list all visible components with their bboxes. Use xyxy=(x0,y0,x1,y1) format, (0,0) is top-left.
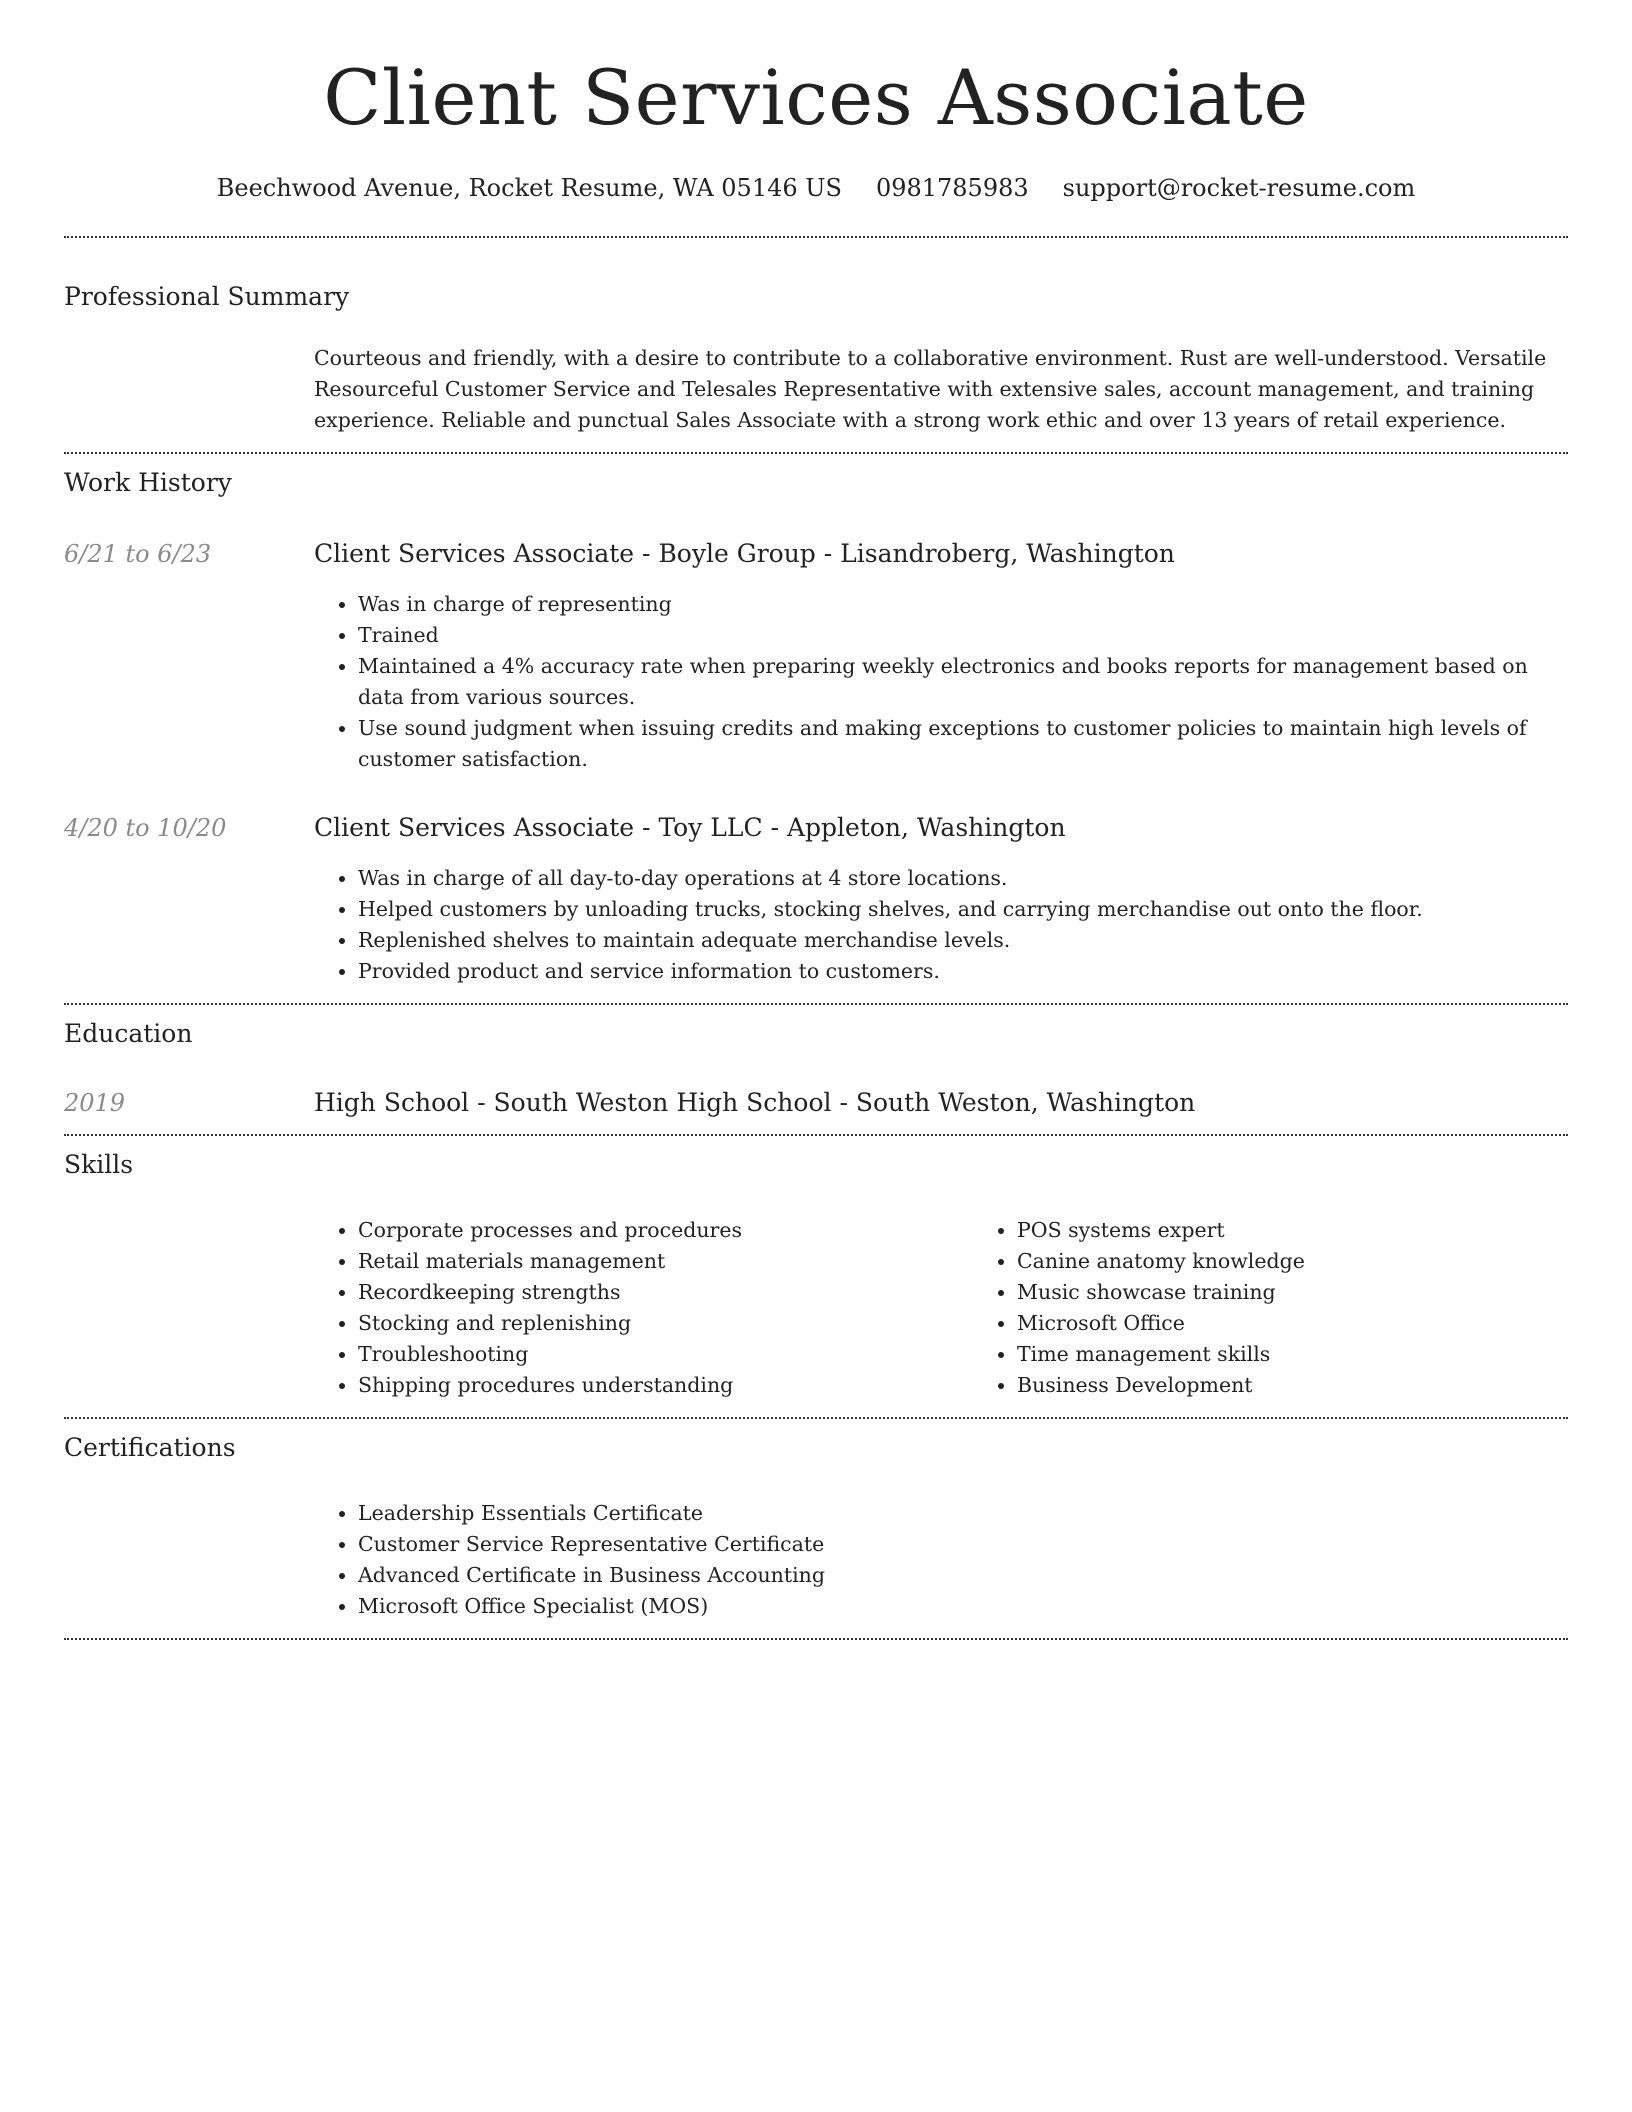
education-divider xyxy=(64,1134,1568,1136)
resume-name: Client Services Associate xyxy=(323,53,1309,142)
education-entry xyxy=(64,1088,1568,1118)
education-location: South Weston, Washington xyxy=(855,1088,1196,1117)
job-company: Boyle Group xyxy=(658,539,816,568)
job-separator: - xyxy=(762,813,787,842)
work-history-divider xyxy=(64,1003,1568,1005)
skills-column-1 xyxy=(314,1215,973,1401)
job-role: Client Services Associate xyxy=(314,539,635,568)
skill-item: • Shipping procedures understanding xyxy=(358,1370,973,1401)
certification-item: • Leadership Essentials Certificate xyxy=(358,1498,1568,1529)
section-title-skills: Skills xyxy=(64,1150,134,1179)
certifications-list xyxy=(314,1498,1568,1622)
job-location: Appleton, Washington xyxy=(786,813,1066,842)
job-heading xyxy=(314,539,1568,569)
skill-item: • Recordkeeping strengths xyxy=(358,1277,973,1308)
contact-address: Beechwood Avenue, Rocket Resume, WA 05146 US xyxy=(216,174,842,202)
job-bullet: • Helped customers by unloading trucks, stocking shelves, and carrying merchandise out onto the floor. xyxy=(358,894,1568,925)
job-entry xyxy=(64,813,1568,987)
job-bullet: • Use sound judgment when issuing credits and making exceptions to customer policies to maintain high levels of customer satisfaction. xyxy=(358,713,1568,775)
job-dates: 4/20 to 10/20 xyxy=(64,814,227,842)
certification-item: • Microsoft Office Specialist (MOS) xyxy=(358,1591,1568,1622)
job-role: Client Services Associate xyxy=(314,813,635,842)
section-title-certifications: Certifications xyxy=(64,1433,236,1462)
job-location: Lisandroberg, Washington xyxy=(840,539,1175,568)
job-heading xyxy=(314,813,1568,843)
job-bullet: • Was in charge of representing xyxy=(358,589,1568,620)
skills-column-2 xyxy=(973,1215,1305,1401)
skill-item: • Retail materials management xyxy=(358,1246,973,1277)
job-separator: - xyxy=(634,539,659,568)
education-separator: - xyxy=(469,1088,494,1117)
job-bullet: • Trained xyxy=(358,620,1568,651)
education-school: South Weston High School xyxy=(493,1088,832,1117)
job-entry xyxy=(64,539,1568,775)
summary-divider xyxy=(64,452,1568,454)
job-separator: - xyxy=(634,813,659,842)
skills-columns xyxy=(314,1215,1568,1401)
header-divider xyxy=(64,236,1568,238)
job-company: Toy LLC xyxy=(658,813,763,842)
contact-line xyxy=(64,174,1568,202)
job-bullet: • Was in charge of all day-to-day operations at 4 store locations. xyxy=(358,863,1568,894)
skill-item: • Microsoft Office xyxy=(1017,1308,1305,1339)
certifications-divider xyxy=(64,1638,1568,1640)
education-year: 2019 xyxy=(64,1089,126,1117)
section-title-education: Education xyxy=(64,1019,193,1048)
skill-item: • Music showcase training xyxy=(1017,1277,1305,1308)
summary-text: Courteous and friendly, with a desire to contribute to a collaborative environment. Rust are well-understood. Versatile Resourceful Customer Service and Telesales Representative with extensive sales, account management, and training experience. Reliable and punctual Sales Associate with a strong work ethic and over 13 years of retail experience. xyxy=(314,346,1547,432)
skill-item: • Business Development xyxy=(1017,1370,1305,1401)
job-separator: - xyxy=(815,539,841,568)
section-title-summary: Professional Summary xyxy=(64,282,350,311)
skill-item: • Corporate processes and procedures xyxy=(358,1215,973,1246)
skill-item: • POS systems expert xyxy=(1017,1215,1305,1246)
section-title-work-history: Work History xyxy=(64,468,232,497)
job-bullets xyxy=(314,589,1568,775)
contact-email: support@rocket-resume.com xyxy=(1062,174,1416,202)
job-body xyxy=(314,813,1568,987)
education-heading xyxy=(314,1088,1195,1118)
education-separator: - xyxy=(831,1088,856,1117)
education-degree: High School xyxy=(314,1088,470,1117)
job-bullet: • Maintained a 4% accuracy rate when preparing weekly electronics and books reports for management based on data from various sources. xyxy=(358,651,1568,713)
contact-phone: 0981785983 xyxy=(875,174,1029,202)
job-bullet: • Replenished shelves to maintain adequate merchandise levels. xyxy=(358,925,1568,956)
skill-item: • Troubleshooting xyxy=(358,1339,973,1370)
skill-item: • Canine anatomy knowledge xyxy=(1017,1246,1305,1277)
skills-divider xyxy=(64,1417,1568,1419)
job-dates: 6/21 to 6/23 xyxy=(64,540,212,568)
skill-item: • Time management skills xyxy=(1017,1339,1305,1370)
certification-item: • Advanced Certificate in Business Accounting xyxy=(358,1560,1568,1591)
certification-item: • Customer Service Representative Certificate xyxy=(358,1529,1568,1560)
skill-item: • Stocking and replenishing xyxy=(358,1308,973,1339)
job-body xyxy=(314,539,1568,775)
job-bullets xyxy=(314,863,1568,987)
job-bullet: • Provided product and service information to customers. xyxy=(358,956,1568,987)
